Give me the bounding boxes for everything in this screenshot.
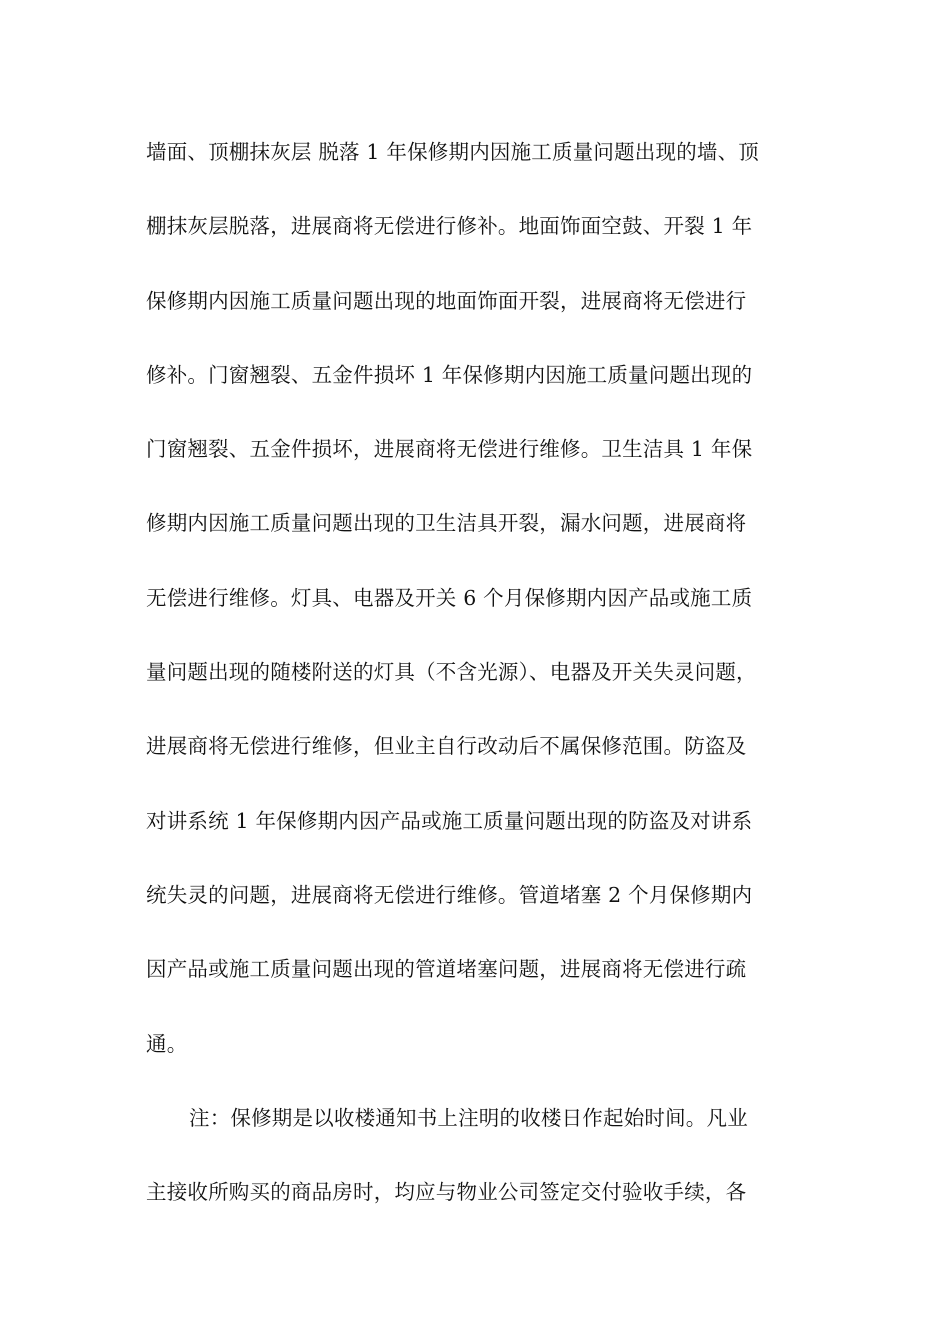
text-line: 修期内因施工质量问题出现的卫生洁具开裂，漏水问题，进展商将 (146, 511, 747, 536)
note-paragraph-line: 注：保修期是以收楼通知书上注明的收楼日作起始时间。凡业 (189, 1105, 748, 1130)
body-text (146, 134, 816, 1248)
text-line: 主接收所购买的商品房时，均应与物业公司签定交付验收手续，各 (146, 1180, 747, 1205)
text-line: 无偿进行维修。灯具、电器及开关 6 个月保修期内因产品或施工质 (146, 585, 753, 610)
text-line: 保修期内因施工质量问题出现的地面饰面开裂，进展商将无偿进行 (146, 288, 747, 313)
text-line: 因产品或施工质量问题出现的管道堵塞问题，进展商将无偿进行疏 (146, 957, 747, 982)
text-line: 修补。门窗翘裂、五金件损坏 1 年保修期内因施工质量问题出现的 (146, 362, 753, 387)
text-line: 墙面、顶棚抹灰层 脱落 1 年保修期内因施工质量问题出现的墙、顶 (146, 140, 759, 164)
text-line: 对讲系统 1 年保修期内因产品或施工质量问题出现的防盗及对讲系 (146, 808, 753, 833)
text-line: 通。 (146, 1031, 188, 1056)
text-line: 统失灵的问题，进展商将无偿进行维修。管道堵塞 2 个月保修期内 (146, 882, 753, 907)
text-line: 棚抹灰层脱落，进展商将无偿进行修补。地面饰面空鼓、开裂 1 年 (146, 214, 753, 239)
text-line: 门窗翘裂、五金件损坏，进展商将无偿进行维修。卫生洁具 1 年保 (146, 437, 753, 462)
text-line: 量问题出现的随楼附送的灯具（不含光源）、电器及开关失灵问题， (146, 660, 757, 685)
text-line: 进展商将无偿进行维修，但业主自行改动后不属保修范围。防盗及 (146, 734, 747, 759)
